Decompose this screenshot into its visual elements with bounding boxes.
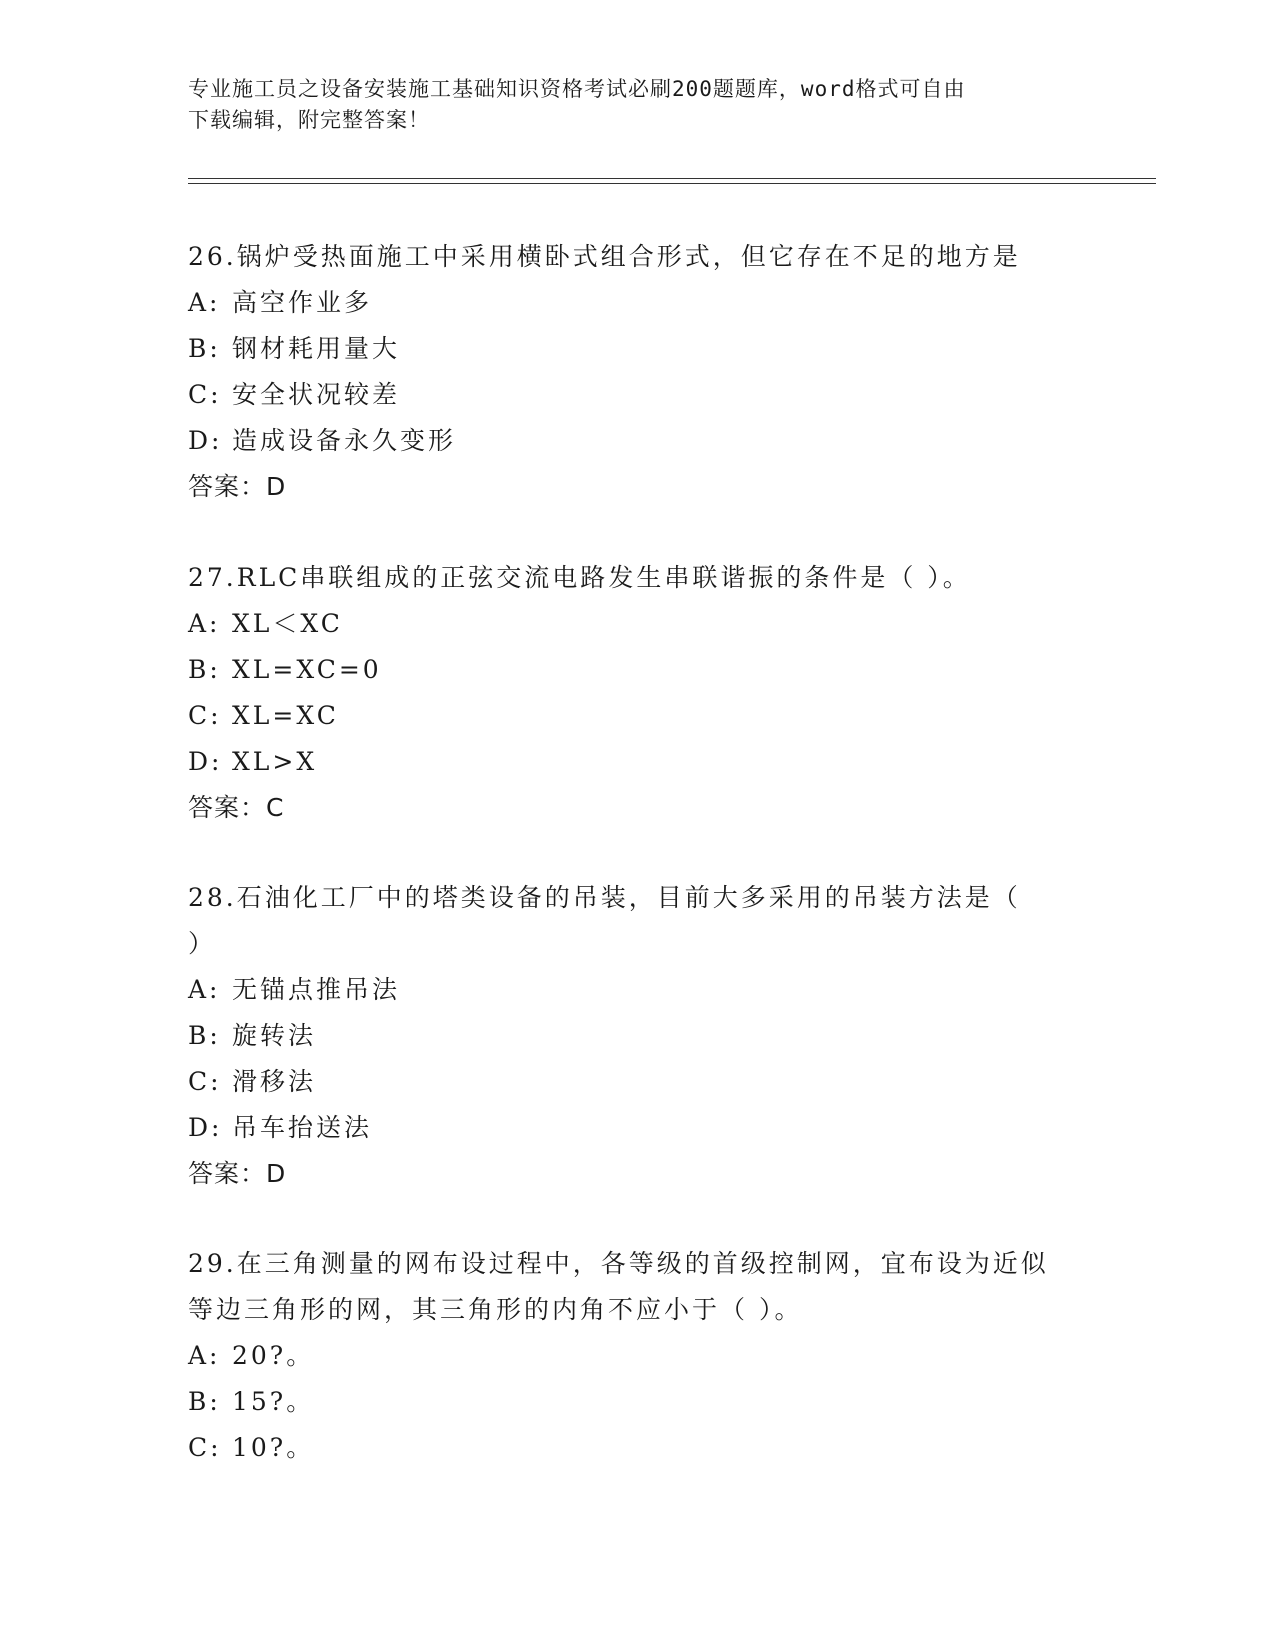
- question-27: [188, 555, 1088, 831]
- option-text: 造成设备永久变形: [232, 426, 457, 455]
- question-stem: [188, 234, 1088, 280]
- option-c: [188, 372, 1088, 418]
- option-key: C:: [188, 380, 222, 409]
- option-key: A:: [188, 609, 221, 638]
- option-a: [188, 601, 1088, 647]
- document-header: [188, 74, 1088, 136]
- option-b: [188, 1379, 1088, 1425]
- header-divider: [188, 183, 1156, 184]
- option-b: [188, 647, 1088, 693]
- option-key: D:: [188, 1113, 223, 1142]
- question-26: [188, 234, 1088, 510]
- option-text: 10?。: [232, 1433, 315, 1462]
- stem-line: 26.锅炉受热面施工中采用横卧式组合形式，但它存在不足的地方是: [188, 242, 1021, 271]
- option-text: 无锚点推吊法: [232, 975, 401, 1004]
- question-28: [188, 875, 1088, 1197]
- option-text: XL=XC=0: [232, 655, 382, 684]
- option-text: 吊车抬送法: [232, 1113, 373, 1142]
- option-key: A:: [188, 288, 221, 317]
- option-text: 钢材耗用量大: [232, 334, 401, 363]
- answer: 答案：D: [188, 472, 287, 501]
- answer: 答案：D: [188, 1159, 287, 1188]
- stem-line: 29.在三角测量的网布设过程中，各等级的首级控制网，宜布设为近似: [188, 1249, 1049, 1278]
- option-key: B:: [188, 655, 221, 684]
- option-key: C:: [188, 1067, 222, 1096]
- question-stem: [188, 1241, 1088, 1333]
- option-b: [188, 1013, 1088, 1059]
- option-d: [188, 739, 1088, 785]
- stem-line: 27.RLC串联组成的正弦交流电路发生串联谐振的条件是（ ）。: [188, 563, 971, 592]
- stem-line: ）: [188, 929, 217, 958]
- option-a: [188, 280, 1088, 326]
- option-text: 旋转法: [232, 1021, 317, 1050]
- option-text: 安全状况较差: [232, 380, 401, 409]
- stem-line: 28.石油化工厂中的塔类设备的吊装，目前大多采用的吊装方法是（: [188, 883, 1021, 912]
- option-d: [188, 418, 1088, 464]
- option-key: A:: [188, 975, 221, 1004]
- option-text: XL＜XC: [232, 609, 343, 638]
- option-b: [188, 326, 1088, 372]
- option-c: [188, 1425, 1088, 1471]
- header-line: 下载编辑，附完整答案！: [188, 108, 430, 132]
- answer: 答案：C: [188, 793, 285, 822]
- option-key: B:: [188, 334, 221, 363]
- option-key: B:: [188, 1021, 221, 1050]
- option-key: D:: [188, 747, 223, 776]
- option-text: XL=XC: [232, 701, 339, 730]
- option-key: B:: [188, 1387, 221, 1416]
- option-text: 高空作业多: [232, 288, 373, 317]
- option-c: [188, 693, 1088, 739]
- question-29: [188, 1241, 1088, 1471]
- question-stem: [188, 875, 1088, 967]
- option-a: [188, 1333, 1088, 1379]
- option-key: C:: [188, 1433, 222, 1462]
- option-text: 20?。: [232, 1341, 315, 1370]
- option-key: A:: [188, 1341, 221, 1370]
- option-a: [188, 967, 1088, 1013]
- stem-line: 等边三角形的网，其三角形的内角不应小于（ ）。: [188, 1295, 803, 1324]
- option-text: 滑移法: [232, 1067, 317, 1096]
- header-divider: [188, 178, 1156, 179]
- option-c: [188, 1059, 1088, 1105]
- question-stem: [188, 555, 1088, 601]
- option-key: C:: [188, 701, 222, 730]
- header-line: 专业施工员之设备安装施工基础知识资格考试必刷200题题库，word格式可自由: [188, 77, 966, 101]
- option-text: XL>X: [232, 747, 318, 776]
- option-text: 15?。: [232, 1387, 315, 1416]
- option-d: [188, 1105, 1088, 1151]
- option-key: D:: [188, 426, 223, 455]
